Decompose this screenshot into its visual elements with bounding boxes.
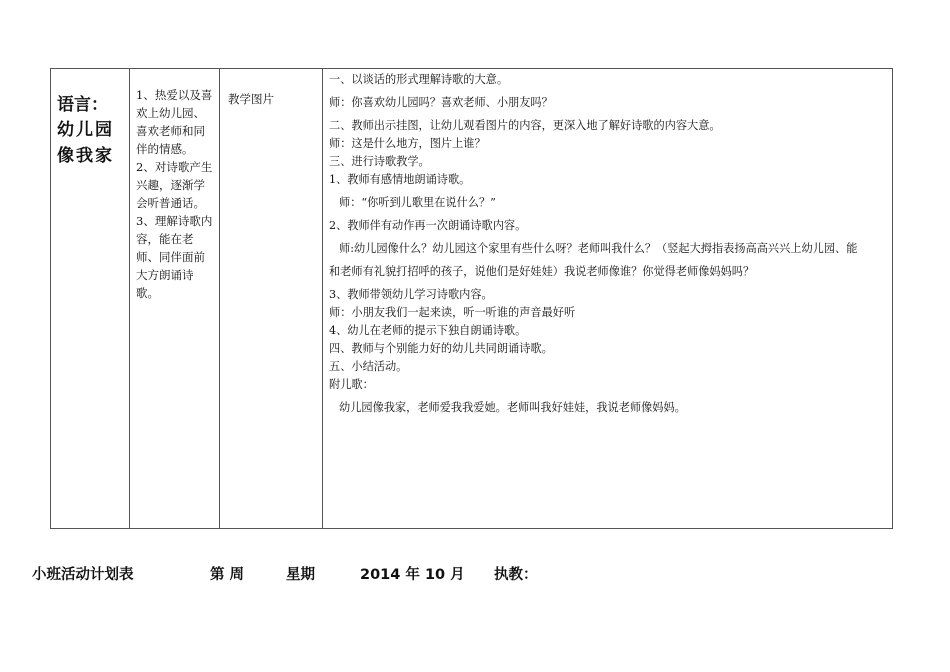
- activity-row: [51, 69, 893, 529]
- goal-item: 1、热爱以及喜欢上幼儿园、喜欢老师和同伴的情感。: [136, 88, 213, 156]
- process-line: 3、教师带领幼儿学习诗歌内容。: [329, 288, 493, 301]
- process-line: 师：这是什么地方，图片上谁？: [329, 137, 486, 150]
- process-line: 2、教师伴有动作再一次朗诵诗歌内容。: [329, 219, 527, 232]
- process-line: 师：小朋友我们一起来读，听一听谁的声音最好听: [329, 306, 576, 319]
- process-line: 师:幼儿园像什么？幼儿园这个家里有些什么呀？老师叫我什么？（竖起大拇指表扬高高兴兴上幼儿园、能: [339, 242, 858, 255]
- goals-cell: [130, 69, 220, 529]
- preparation-cell: [220, 69, 323, 529]
- date-field: 2014 年 10 月: [360, 567, 465, 583]
- goal-item: 2、对诗歌产生兴趣，逐渐学会听普通话。: [136, 160, 213, 210]
- process-line: 五、小结活动。: [329, 360, 408, 373]
- subject-label: 语言：: [57, 95, 108, 115]
- activity-plan-table: [50, 68, 893, 529]
- subject-cell: [51, 69, 130, 529]
- process-line: 和老师有礼貌打招呼的孩子，说他们是好娃娃）我说老师像谁？你觉得老师像妈妈吗？: [329, 265, 755, 278]
- process-line: 附儿歌：: [329, 378, 374, 391]
- plan-footer: [0, 563, 950, 587]
- process-line: 二、教师出示挂图，让幼儿观看图片的内容，更深入地了解好诗歌的内容大意。: [329, 119, 721, 132]
- subject-title: 幼儿园像我家: [57, 120, 114, 166]
- process-line: 1、教师有感情地朗诵诗歌。: [329, 173, 471, 186]
- process-line: 一、以谈话的形式理解诗歌的大意。: [329, 73, 509, 86]
- week-field: 第 周: [210, 567, 245, 583]
- process-line: 师：你喜欢幼儿园吗？喜欢老师、小朋友吗？: [329, 96, 553, 109]
- weekday-field: 星期: [286, 567, 315, 583]
- process-line: 幼儿园像我家，老师爱我我爱她。老师叫我好娃娃，我说老师像妈妈。: [339, 401, 686, 414]
- process-line: 师：“你听到儿歌里在说什么？”: [339, 196, 496, 209]
- form-title: 小班活动计划表: [32, 567, 134, 583]
- process-cell: [323, 69, 893, 529]
- process-line: 三、进行诗歌教学。: [329, 155, 430, 168]
- goal-item: 3、理解诗歌内容，能在老师、同伴面前大方朗诵诗歌。: [136, 214, 213, 300]
- preparation-text: 教学图片: [228, 92, 274, 106]
- teacher-field: 执教：: [494, 567, 538, 583]
- process-line: 四、教师与个别能力好的幼儿共同朗诵诗歌。: [329, 342, 553, 355]
- process-line: 4、幼儿在老师的提示下独自朗诵诗歌。: [329, 324, 527, 337]
